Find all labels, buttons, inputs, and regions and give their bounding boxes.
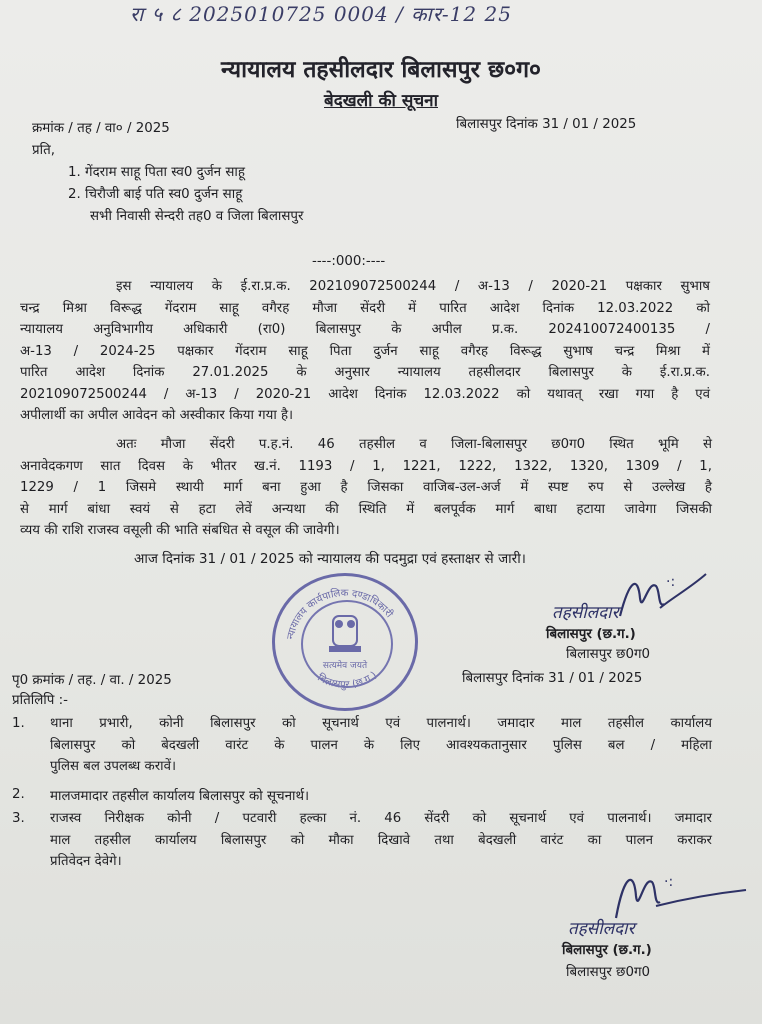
svg-text:·:: ·: xyxy=(666,574,676,590)
svg-text:·:: ·: xyxy=(664,874,674,890)
copy-item-number: 1. xyxy=(12,716,25,731)
body-line: से मार्ग बांधा स्वयं से हटा लेवें अन्यथा की स्थिति में बलपूर्वक मार्ग बाधा हटाया जावेगा जिसकी xyxy=(20,501,712,517)
reference-number: क्रमांक / तह / वा० / 2025 xyxy=(32,121,170,136)
copy-line: माल तहसील कार्यालय बिलासपुर को मौका दिखावे तथा बेदखली वारंट का पालन कराकर xyxy=(50,832,712,848)
body-line: न्यायालय अनुविभागीय अधिकारी (रा0) बिलासपुर के अपील प्र.क. 202410072400135 / xyxy=(20,322,710,337)
closing-line: आज दिनांक 31 / 01 / 2025 को न्यायालय की पदमुद्रा एवं हस्ताक्षर से जारी। xyxy=(134,551,526,567)
copy-line: पुलिस बल उपलब्ध करावें। xyxy=(50,759,177,774)
document-subtitle: बेदखली की सूचना xyxy=(324,91,438,111)
copy-item-2: मालजमादार तहसील कार्यालय बिलासपुर को सूचनार्थ। xyxy=(50,789,310,804)
seal-emblem-ring xyxy=(301,600,393,688)
recipient-2: 2. चिरौजी बाई पति स्व0 दुर्जन साहू xyxy=(68,187,243,202)
seal-bottom-text: बिलासपुर (छ.ग.) xyxy=(315,669,380,691)
copy-line: बिलासपुर को बेदखली वारंट के पालन के लिए आवश्यकतानुसार पुलिस बल / महिला xyxy=(50,737,712,753)
body-line: अ-13 / 2024-25 पक्षकार गेंदराम साहू पिता दुर्जन साहू वगैरह विरूद्ध सुभाष चन्द्र मिश्रा में xyxy=(20,343,710,359)
signature-1-handwritten: तहसीलदार xyxy=(552,603,619,623)
copy-line: प्रतिवेदन देवेगे। xyxy=(50,854,122,869)
body-line: अनावेदकगण सात दिवस के भीतर ख.नं. 1193 / 1, 1221, 1222, 1322, 1320, 1309 / 1, xyxy=(20,458,712,474)
copy-item-number: 2. xyxy=(12,787,25,802)
copy-reference-date: बिलासपुर दिनांक 31 / 01 / 2025 xyxy=(462,671,643,686)
body-paragraph-2 xyxy=(20,434,712,542)
body-line: अतः मौजा सेंदरी प.ह.नं. 46 तहसील व जिला-बिलासपुर छ0ग0 स्थित भूमि से xyxy=(116,437,712,452)
copy-line: थाना प्रभारी, कोनी बिलासपुर को सूचनार्थ एवं पालनार्थ। जमादार माल तहसील कार्यालय xyxy=(50,716,712,731)
body-line: 1229 / 1 जिसमे स्थायी मार्ग बना हुआ है जिसका वाजिब-उल-अर्ज में स्पष्ट रुप से उल्लेख है xyxy=(20,480,712,495)
signature-2-place: बिलासपुर छ0ग0 xyxy=(566,965,651,980)
body-line: इस न्यायालय के ई.रा.प्र.क. 202109072500244 / अ-13 / 2020-21 पक्षकार सुभाष xyxy=(116,279,710,294)
document-title: न्यायालय तहसीलदार बिलासपुर छ०ग० xyxy=(221,57,541,83)
body-line: चन्द्र मिश्रा विरूद्ध गेंदराम साहू वगैरह मौजा सेंदरी में पारित आदेश दिनांक 12.03.2022 को xyxy=(20,300,710,316)
signature-1-designation: बिलासपुर (छ.ग.) xyxy=(546,627,636,642)
emblem-motto: सत्यमेव जयते xyxy=(322,661,368,671)
signature-1-place: बिलासपुर छ0ग0 xyxy=(566,647,651,662)
copy-reference-number: पृ0 क्रमांक / तह. / वा. / 2025 xyxy=(12,673,172,688)
copy-line: राजस्व निरीक्षक कोनी / पटवारी हल्का नं. 46 सेंदरी को सूचनार्थ एवं पालनार्थ। जमादार xyxy=(50,811,712,826)
emblem-icon xyxy=(303,602,387,682)
signature-2-handwritten: तहसीलदार xyxy=(568,919,635,939)
reference-date: बिलासपुर दिनांक 31 / 01 / 2025 xyxy=(456,117,637,132)
official-seal xyxy=(272,573,418,711)
body-line: व्यय की राशि राजस्व वसूली की भाति संबधित से वसूल की जावेगी। xyxy=(20,523,340,538)
copies-heading: प्रतिलिपि :- xyxy=(12,693,68,708)
body-line: अपीलार्थी का अपील आवेदन को अस्वीकार किया गया है। xyxy=(20,408,294,423)
handwritten-reference: रा ५ ८ 2025010725 0004 / कार-12 25 xyxy=(130,2,512,26)
separator: ----:000:---- xyxy=(312,254,386,269)
signature-2-designation: बिलासपुर (छ.ग.) xyxy=(562,943,652,958)
recipient-1: 1. गेंदराम साहू पिता स्व0 दुर्जन साहू xyxy=(68,165,246,180)
body-paragraph-1 xyxy=(20,276,710,427)
recipients-prefix: प्रति, xyxy=(32,143,55,158)
body-line: पारित आदेश दिनांक 27.01.2025 के अनुसार न्यायालय तहसीलदार बिलासपुर के ई.रा.प्र.क. xyxy=(20,365,710,380)
seal-outer-text: न्यायालय कार्यपालिक दण्डाधिकारी xyxy=(285,587,395,641)
copy-item-1 xyxy=(50,713,712,778)
body-line: 202109072500244 / अ-13 / 2020-21 आदेश दिनांक 12.03.2022 को यथावत् रखा गया है एवं xyxy=(20,386,710,402)
copy-item-number: 3. xyxy=(12,811,25,826)
recipients-residence: सभी निवासी सेन्दरी तह0 व जिला बिलासपुर xyxy=(90,209,304,224)
